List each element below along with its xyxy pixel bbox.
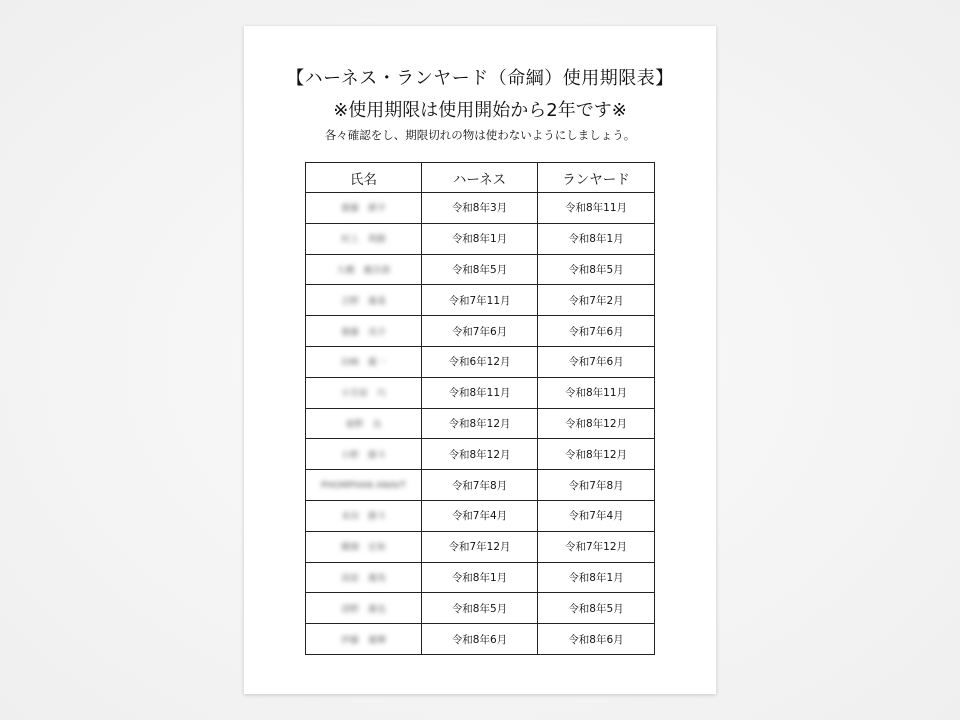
header-harness: ハーネス <box>422 163 538 193</box>
redacted-name: 大橋 慶次郎 <box>336 265 391 276</box>
table-row <box>306 439 655 470</box>
cell-lanyard-expiry: 令和8年5月 <box>538 593 655 624</box>
cell-lanyard-expiry: 令和8年12月 <box>538 408 655 439</box>
cell-harness-expiry: 令和7年6月 <box>422 316 538 347</box>
cell-lanyard-expiry: 令和8年11月 <box>538 193 655 224</box>
table-row <box>306 470 655 501</box>
header-lanyard: ランヤード <box>538 163 655 193</box>
cell-name <box>306 500 422 531</box>
expiry-table <box>305 162 655 655</box>
cell-name <box>306 346 422 377</box>
table-row <box>306 593 655 624</box>
table-row <box>306 408 655 439</box>
table-row <box>306 285 655 316</box>
cell-harness-expiry: 令和8年12月 <box>422 439 538 470</box>
cell-lanyard-expiry: 令和8年12月 <box>538 439 655 470</box>
cell-lanyard-expiry: 令和8年5月 <box>538 254 655 285</box>
table-row <box>306 223 655 254</box>
cell-harness-expiry: 令和7年12月 <box>422 531 538 562</box>
cell-name <box>306 439 422 470</box>
cell-lanyard-expiry: 令和8年1月 <box>538 223 655 254</box>
cell-harness-expiry: 令和8年1月 <box>422 562 538 593</box>
cell-name <box>306 593 422 624</box>
table-row <box>306 531 655 562</box>
redacted-name: 齋藤 耕平 <box>340 204 386 215</box>
cell-lanyard-expiry: 令和7年12月 <box>538 531 655 562</box>
redacted-name: 吉野 雄基 <box>340 296 386 307</box>
cell-name <box>306 562 422 593</box>
header-name: 氏名 <box>306 163 422 193</box>
cell-harness-expiry: 令和8年5月 <box>422 254 538 285</box>
table-row <box>306 562 655 593</box>
cell-harness-expiry: 令和8年5月 <box>422 593 538 624</box>
cell-harness-expiry: 令和6年12月 <box>422 346 538 377</box>
cell-lanyard-expiry: 令和8年11月 <box>538 377 655 408</box>
table-row <box>306 254 655 285</box>
cell-harness-expiry: 令和8年11月 <box>422 377 538 408</box>
table-row <box>306 346 655 377</box>
cell-harness-expiry: 令和7年11月 <box>422 285 538 316</box>
cell-lanyard-expiry: 令和7年4月 <box>538 500 655 531</box>
redacted-name: 高原 雄馬 <box>340 573 386 584</box>
cell-harness-expiry: 令和8年3月 <box>422 193 538 224</box>
cell-name <box>306 316 422 347</box>
cell-lanyard-expiry: 令和7年6月 <box>538 316 655 347</box>
redacted-name: 亜野 良 <box>345 419 382 430</box>
cell-lanyard-expiry: 令和7年2月 <box>538 285 655 316</box>
table-body <box>306 193 655 655</box>
redacted-name: 村上 利勝 <box>340 235 386 246</box>
redacted-name: PHOMPHAN ANAVT <box>320 481 407 492</box>
cell-lanyard-expiry: 令和8年6月 <box>538 624 655 655</box>
redacted-name: 清野 雄也 <box>340 604 386 615</box>
redacted-name: 田崎 龍一 <box>340 358 386 369</box>
document-note: 各々確認をし、期限切れの物は使わないようにしましょう。 <box>324 128 636 142</box>
cell-name <box>306 254 422 285</box>
cell-lanyard-expiry: 令和8年1月 <box>538 562 655 593</box>
redacted-name: 本田 勝斗 <box>340 512 386 523</box>
table-row <box>306 500 655 531</box>
cell-name <box>306 193 422 224</box>
cell-name <box>306 531 422 562</box>
cell-name <box>306 223 422 254</box>
cell-lanyard-expiry: 令和7年6月 <box>538 346 655 377</box>
redacted-name: 齋藤 亮介 <box>340 327 386 338</box>
cell-name <box>306 377 422 408</box>
redacted-name: 伊藤 雄輝 <box>340 635 386 646</box>
document-subtitle: ※使用期限は使用開始から2年です※ <box>333 100 627 121</box>
table-row <box>306 624 655 655</box>
table-row <box>306 316 655 347</box>
cell-name <box>306 470 422 501</box>
redacted-name: 小野 勝斗 <box>340 450 386 461</box>
redacted-name: 小笠原 巧 <box>340 389 386 400</box>
cell-name <box>306 408 422 439</box>
cell-harness-expiry: 令和8年12月 <box>422 408 538 439</box>
document-title: 【ハーネス・ランヤード（命綱）使用期限表】 <box>286 68 674 89</box>
cell-harness-expiry: 令和7年4月 <box>422 500 538 531</box>
redacted-name: 横畑 宏和 <box>340 543 386 554</box>
table-row <box>306 377 655 408</box>
cell-harness-expiry: 令和8年1月 <box>422 223 538 254</box>
document-page <box>244 26 716 694</box>
cell-harness-expiry: 令和7年8月 <box>422 470 538 501</box>
cell-lanyard-expiry: 令和7年8月 <box>538 470 655 501</box>
cell-name <box>306 285 422 316</box>
table-header-row <box>306 163 655 193</box>
cell-name <box>306 624 422 655</box>
cell-harness-expiry: 令和8年6月 <box>422 624 538 655</box>
table-row <box>306 193 655 224</box>
